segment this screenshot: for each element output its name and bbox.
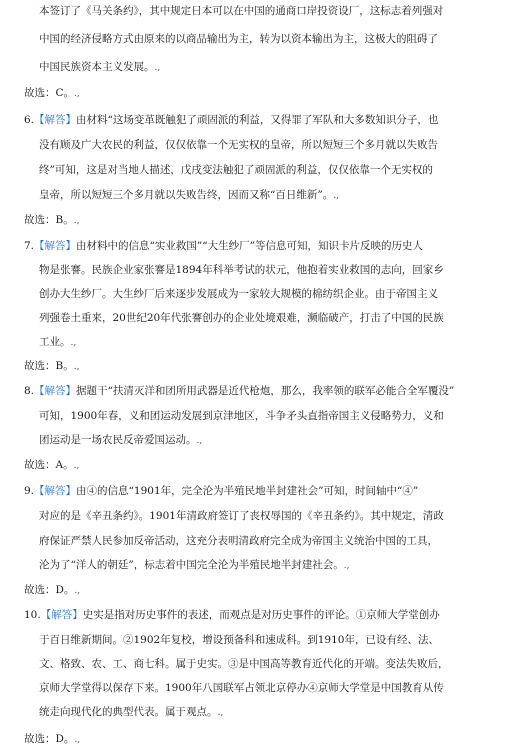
text-line: 列强卷土重来，20世纪20年代张謇创办的企业处境艰难，濒临破产，打击了中国的民族 (39, 312, 444, 324)
text-line: 工业。., (39, 336, 77, 348)
answer-tag: 【解答】 (34, 385, 77, 397)
text-line: 中国民族资本主义发展。., (39, 61, 161, 73)
answer-tag: 【解答】 (40, 609, 83, 621)
text-line: 皇帝，所以短短三个多月就以失败告终，因而又称“百日维新”。., (39, 189, 339, 201)
text-line: 京师大学堂得以保存下来。1900年八国联军占领北京停办④京师大学堂是中国教育从传 (39, 682, 444, 694)
answer-tag: 【解答】 (34, 114, 77, 126)
text-line: 对应的是《辛丑条约》。1901年清政府签订了丧权辱国的《辛丑条约》。其中规定，清政 (39, 510, 444, 522)
answer-line: 故选：A。., (24, 459, 80, 471)
text-line: 中国的经济侵略方式由原来的以商品输出为主，转为以资本输出为主，这极大的阻碍了 (39, 33, 438, 45)
text-line: 创办大生纱厂。大生纱厂后来逐步发展成为一家较大规模的棉纺织企业。由于帝国主义 (39, 288, 438, 300)
text-line: 没有顾及广大农民的利益，仅仅依靠一个无实权的皇帝，所以短短三个多月就以失败告 (39, 139, 438, 151)
question-9: 9.【解答】由④的信息“1901年，完全沦为半殖民地半封建社会”可知，时间轴中“④” (24, 485, 419, 497)
question-10: 10.【解答】史实是指对历史事件的表述，而观点是对历史事件的评论。①京师大学堂创办 (24, 609, 440, 621)
question-8: 8.【解答】据题干“扶清灭洋和团所用武器是近代枪炮，那么，我率领的联军必能合全军覆没” (24, 385, 455, 397)
text-line: 文、格致、农、工、商七科。属于史实。③是中国高等教育近代化的开端。变法失败后， (39, 658, 449, 670)
answer-line: 故选：D。., (24, 733, 81, 745)
text-line: 沦为了“洋人的朝廷”，标志着中国完全沦为半殖民地半封建社会。., (39, 559, 350, 571)
question-7: 7.【解答】由材料中的信息“实业救国”“大生纱厂”等信息可知，知识卡片反映的历史人 (24, 240, 424, 252)
text-line: 可知，1900年春，义和团运动发展到京津地区，斗争矛头直指帝国主义侵略势力，义和 (39, 410, 444, 422)
text-line: 统走向现代化的典型代表。属于观点。., (39, 706, 224, 718)
text-line: 物是张謇。民族企业家张謇是1894年科举考试的状元，他抱着实业救国的志向，回家乡 (39, 264, 444, 276)
text-line: 团运动是一场农民反帝爱国运动。., (39, 434, 203, 446)
answer-line: 故选：B。., (24, 214, 80, 226)
answer-tag: 【解答】 (34, 240, 77, 252)
text-line: 本签订了《马关条约》，其中规定日本可以在中国的通商口岸投资设厂，这标志着列强对 (39, 5, 444, 17)
answer-line: 故选：B。., (24, 360, 80, 372)
question-6: 6.【解答】由材料“这场变革既触犯了顽固派的利益，又得罪了军队和大多数知识分子，也 (24, 114, 439, 126)
answer-line: 故选：C。., (24, 87, 80, 99)
text-line: 于百日维新期间。②1902年复校，增设预备科和速成科。到1910年，已设有经、法、 (39, 634, 439, 646)
text-line: 终”可知，这是对当地人描述，戊戌变法触犯了顽固派的利益，仅仅依靠一个无实权的 (39, 164, 433, 176)
answer-line: 故选：D。., (24, 584, 81, 596)
text-line: 府保证严禁人民参加反帝活动，这充分表明清政府完全成为帝国主义统治中国的工具， (39, 535, 438, 547)
answer-tag: 【解答】 (34, 485, 77, 497)
